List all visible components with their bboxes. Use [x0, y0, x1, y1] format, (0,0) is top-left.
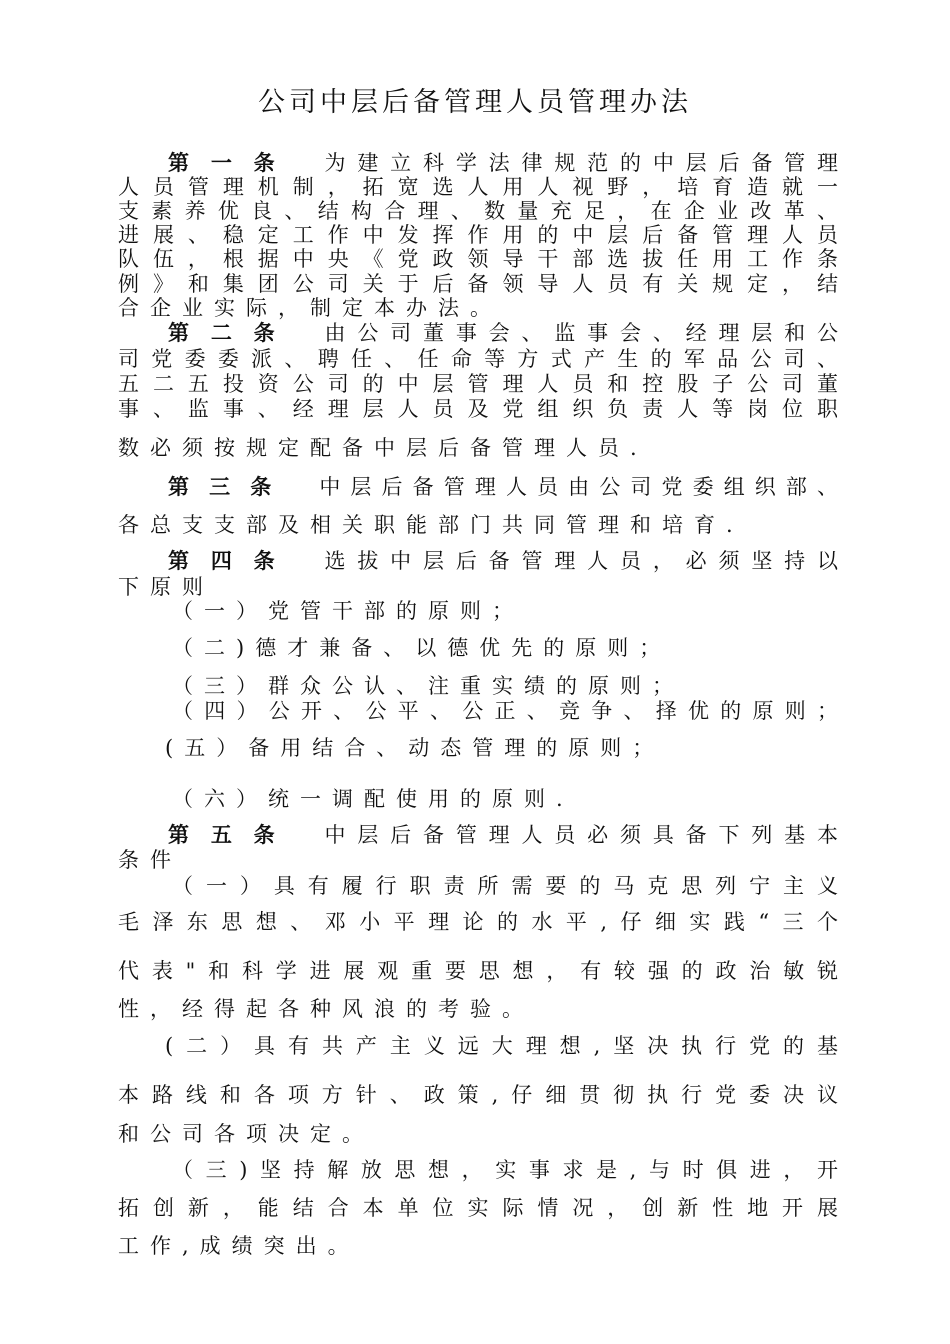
article-5-item-3-line-1: （三)坚持解放思想，实事求是,与时俱进，开	[172, 1158, 838, 1182]
article-5-label: 第五条	[168, 823, 297, 847]
article-4-line-2: 下原则	[118, 575, 214, 599]
article-5-item-1-line-2: 毛泽东思想、邓小平理论的水平,仔细实践“三个	[118, 910, 838, 934]
article-4-item-3: （三）群众公认、注重实绩的原则；	[172, 674, 684, 698]
article-2-line-4: 事、监事、经理层人员及党组织负责人等岗位职	[118, 397, 838, 421]
article-5-item-2-line-2: 本路线和各项方针、政策,仔细贯彻执行党委决议	[118, 1083, 838, 1107]
article-1-line-4: 进展、稳定工作中发挥作用的中层后备管理人员	[118, 223, 838, 247]
article-4-item-6: （六）统一调配使用的原则.	[172, 787, 574, 811]
article-4-item-1: （一）党管干部的原则；	[172, 599, 524, 623]
article-1-label: 第一条	[168, 151, 297, 175]
article-2-line-3: 五二五投资公司的中层管理人员和控股子公司董	[118, 372, 838, 396]
article-5-line-1: 第五条 中层后备管理人员必须具备下列基本	[168, 823, 838, 847]
article-4-item-2: （二)德才兼备、以德优先的原则；	[172, 636, 672, 660]
article-2-line-1: 第二条 由公司董事会、监事会、经理层和公	[168, 321, 838, 345]
article-4-label: 第四条	[168, 549, 297, 573]
article-1-line-3: 支素养优良、结构合理、数量充足，在企业改革、	[118, 199, 838, 223]
article-5-item-1-line-4: 性，经得起各种风浪的考验。	[118, 997, 534, 1021]
article-2-line-5: 数必须按规定配备中层后备管理人员.	[118, 436, 648, 460]
article-4-line-1: 第四条 选拔中层后备管理人员，必须坚持以	[168, 549, 838, 573]
article-2-label: 第二条	[168, 321, 297, 345]
article-3-line-2: 各总支支部及相关职能部门共同管理和培育.	[118, 513, 744, 537]
article-4-item-4: （四）公开、公平、公正、竞争、择优的原则；	[172, 699, 838, 723]
article-1-line-1: 第一条 为建立科学法律规范的中层后备管理	[168, 151, 838, 175]
article-1-line-7: 合企业实际，制定本办法。	[118, 296, 502, 320]
article-5-item-2-line-3: 和公司各项决定。	[118, 1122, 374, 1146]
document-title: 公司中层后备管理人员管理办法	[258, 87, 692, 118]
article-2-line-2: 司党委委派、聘任、任命等方式产生的军品公司、	[118, 347, 838, 371]
article-1-line-6: 例》和集团公司关于后备领导人员有关规定，结	[118, 272, 838, 296]
article-5-item-3-line-3: 工作,成绩突出。	[118, 1234, 360, 1258]
article-5-item-1-line-3: 代表"和科学进展观重要思想，有较强的政治敏锐	[118, 959, 838, 983]
article-5-item-3-line-2: 拓创新，能结合本单位实际情况，创新性地开展	[118, 1196, 838, 1220]
article-5-item-2-line-1: (二）具有共产主义远大理想,坚决执行党的基	[165, 1034, 838, 1058]
article-3-label: 第三条	[168, 475, 292, 499]
article-4-item-5: (五）备用结合、动态管理的原则；	[165, 736, 665, 760]
article-1-line-2: 人员管理机制，拓宽选人用人视野，培育造就一	[118, 175, 838, 199]
article-1-line-5: 队伍，根据中央《党政领导干部选拔任用工作条	[118, 247, 838, 271]
article-5-line-2: 条件	[118, 848, 182, 872]
article-5-item-1-line-1: （一）具有履行职责所需要的马克思列宁主义	[172, 874, 838, 898]
article-3-line-1: 第三条 中层后备管理人员由公司党委组织部、	[168, 475, 838, 499]
